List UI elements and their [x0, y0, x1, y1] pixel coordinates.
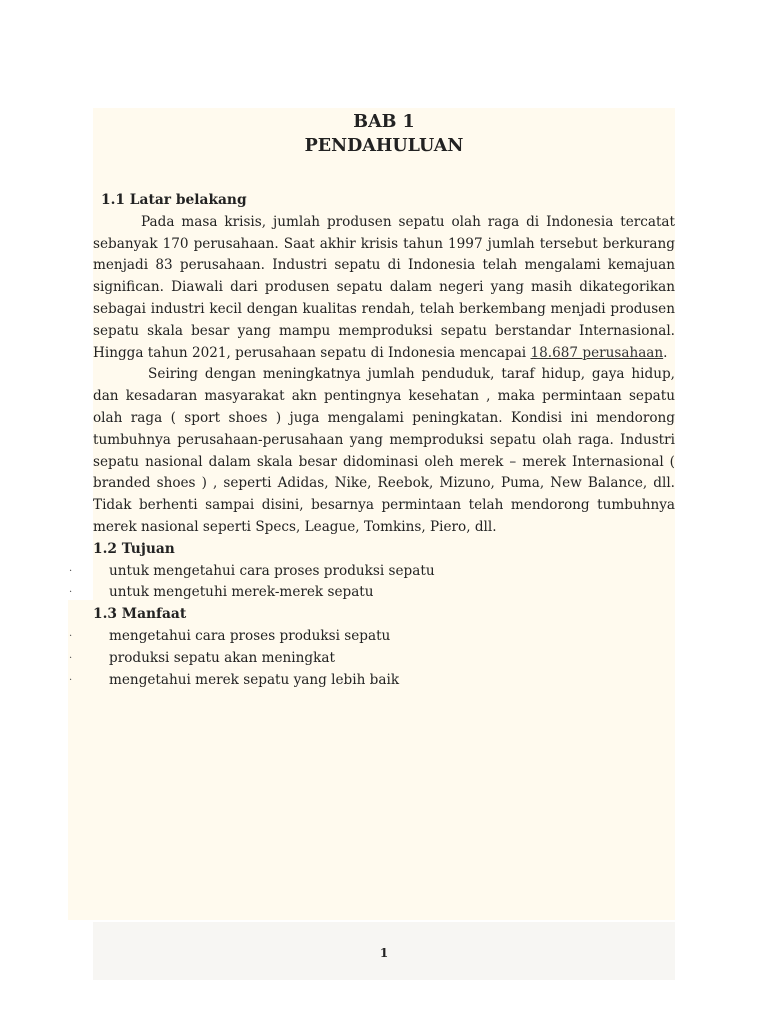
- list-item: [69, 582, 675, 604]
- list-item-text: mengetahui merek sepatu yang lebih baik: [109, 671, 400, 688]
- list-item: [69, 670, 675, 692]
- bullet-icon: ·: [69, 630, 73, 642]
- list-item: [69, 626, 675, 648]
- list-item-text: produksi sepatu akan meningkat: [109, 649, 335, 666]
- page-number: 1: [379, 946, 389, 960]
- company-count-link[interactable]: 18.687 perusahaan: [530, 344, 664, 361]
- manfaat-list: [69, 626, 675, 691]
- chapter-number: BAB 1: [353, 112, 415, 132]
- bullet-icon: ·: [69, 674, 73, 686]
- paragraph-latar-belakang-2: Seiring dengan meningkatnya jumlah penduduk, taraf hidup, gaya hidup, dan kesadaran masyarakat akn pentingnya kesehatan , maka permintaan sepatu olah raga ( sport shoes ) juga mengalami peningkatan. Kondisi ini mendorong tumbuhnya perusahaan-perusahaan yang memproduksi sepatu olah raga. Industri sepatu nasional dalam skala besar didominasi oleh merek – merek Internasional ( branded shoes ) , seperti Adidas, Nike, Reebok, Mizuno, Puma, New Balance, dll. Tidak berhenti sampai disini, besarnya permintaan telah mendorong tumbuhnya merek nasional seperti Specs, League, Tomkins, Piero, dll.: [93, 366, 675, 535]
- bullet-icon: ·: [69, 587, 73, 599]
- bullet-icon: ·: [69, 652, 73, 664]
- paragraph-latar-belakang-1: [93, 212, 675, 365]
- paragraph-text-end: .: [663, 344, 668, 361]
- document-body: [69, 108, 675, 691]
- section-heading-tujuan: 1.2 Tujuan: [93, 540, 175, 557]
- section-heading-latar-belakang: 1.1 Latar belakang: [101, 192, 247, 208]
- list-item-text: untuk mengetuhi merek-merek sepatu: [109, 584, 374, 601]
- section-heading-manfaat: 1.3 Manfaat: [93, 606, 187, 623]
- chapter-title: PENDAHULUAN: [304, 136, 464, 156]
- list-item: [69, 561, 675, 583]
- paragraph-text: Pada masa krisis, jumlah produsen sepatu olah raga di Indonesia tercatat sebanyak 170 perusahaan. Saat akhir krisis tahun 1997 jumlah tersebut berkurang menjadi 83 perusahaan. Industri sepatu di Indonesia telah mengalami kemajuan significan. Diawali dari produsen sepatu dalam negeri yang masih dikategorikan sebagai industri kecil dengan kualitas rendah, telah berkembang menjadi produsen sepatu skala besar yang mampu memproduksi sepatu berstandar Internasional. Hingga tahun 2021, perusahaan sepatu di Indonesia mencapai: [93, 213, 675, 361]
- list-item: [69, 648, 675, 670]
- list-item-text: mengetahui cara proses produksi sepatu: [109, 627, 391, 644]
- list-item-text: untuk mengetahui cara proses produksi sepatu: [109, 562, 435, 579]
- tujuan-list: [69, 561, 675, 605]
- bullet-icon: ·: [69, 565, 73, 577]
